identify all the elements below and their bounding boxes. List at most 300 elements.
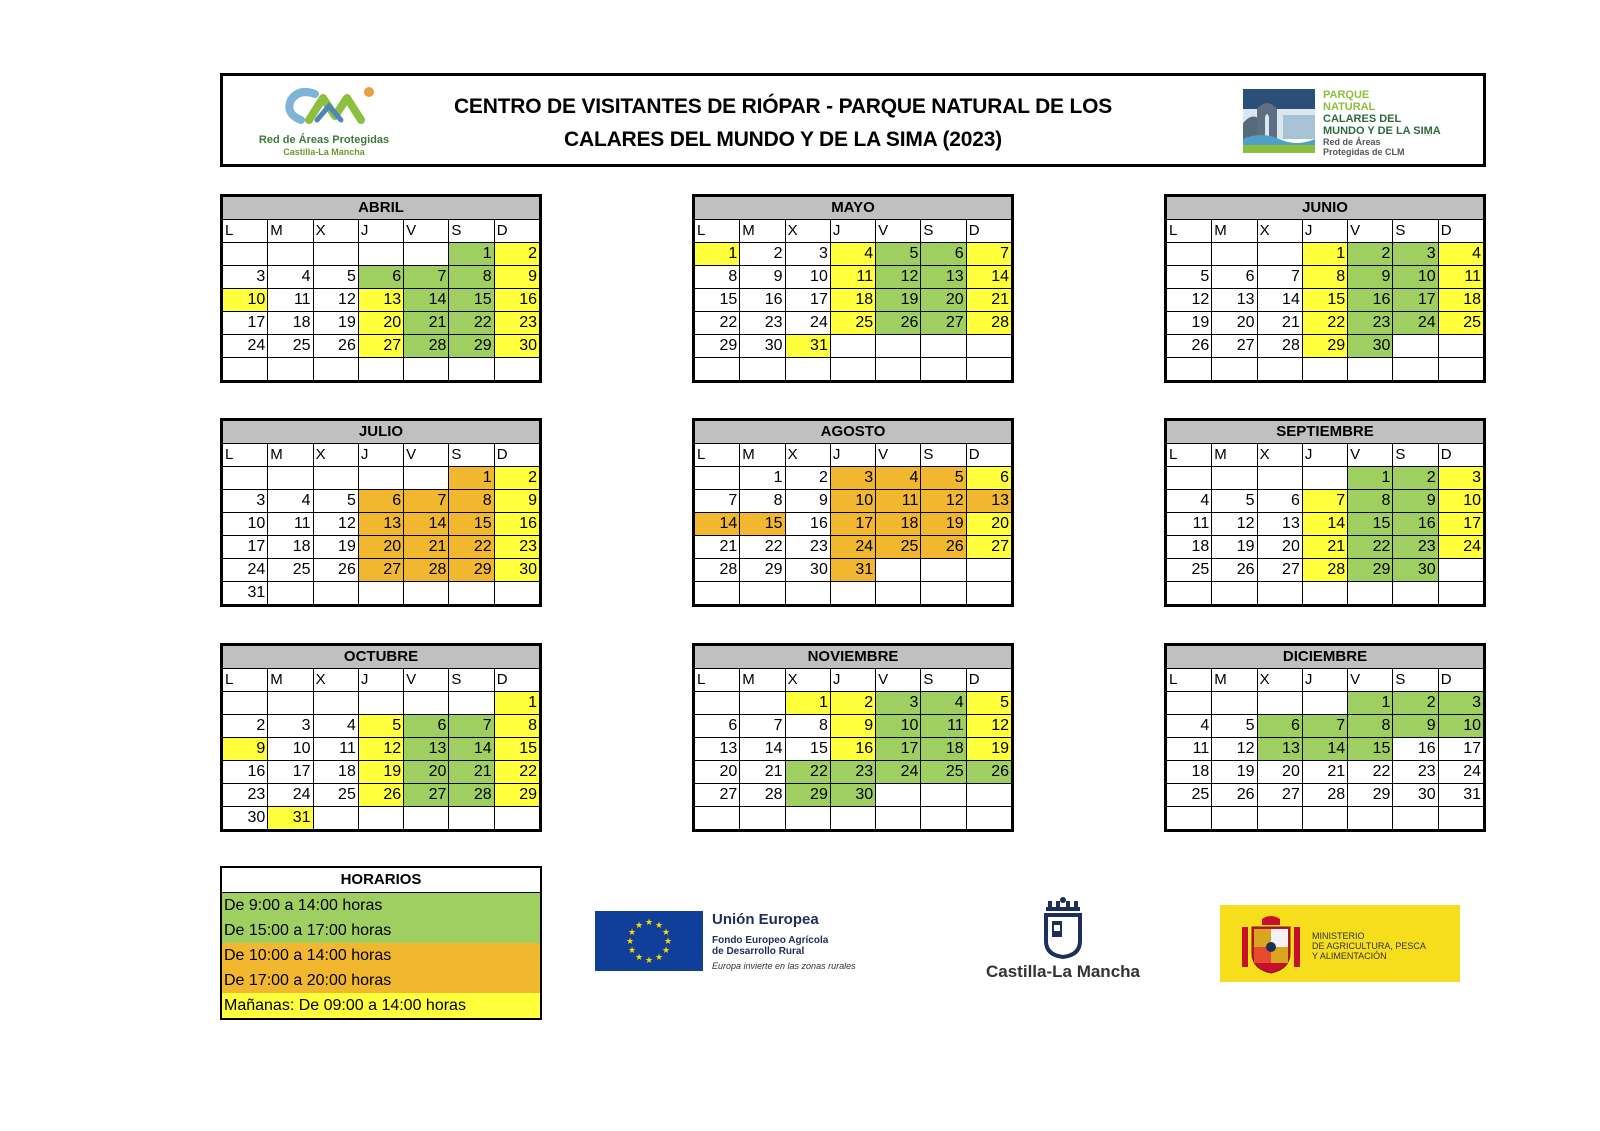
empty-cell	[1438, 335, 1483, 358]
day-cell: 9	[1393, 490, 1438, 513]
empty-cell	[358, 358, 403, 381]
day-cell: 25	[268, 335, 313, 358]
day-cell: 11	[830, 266, 875, 289]
day-cell: 25	[1438, 312, 1483, 335]
day-cell: 10	[1393, 266, 1438, 289]
day-cell: 7	[1257, 266, 1302, 289]
day-cell: 29	[1348, 784, 1393, 807]
weekday-header: S	[921, 669, 966, 692]
weekday-header: L	[223, 444, 268, 467]
day-cell: 17	[223, 312, 268, 335]
empty-cell	[1438, 358, 1483, 381]
day-cell: 14	[1302, 513, 1347, 536]
weekday-header: J	[1302, 444, 1347, 467]
day-cell: 20	[404, 761, 449, 784]
day-cell: 6	[1257, 490, 1302, 513]
day-cell: 5	[876, 243, 921, 266]
month-name: JULIO	[223, 421, 540, 444]
day-cell: 28	[740, 784, 785, 807]
day-cell: 17	[1438, 513, 1483, 536]
empty-cell	[1167, 807, 1212, 830]
empty-cell	[921, 358, 966, 381]
day-cell: 2	[494, 467, 539, 490]
empty-cell	[449, 358, 494, 381]
day-cell: 24	[1438, 536, 1483, 559]
day-cell: 13	[1212, 289, 1257, 312]
day-cell: 31	[785, 335, 830, 358]
day-cell: 16	[494, 289, 539, 312]
day-cell: 5	[1167, 266, 1212, 289]
empty-cell	[358, 243, 403, 266]
day-cell: 12	[1212, 513, 1257, 536]
empty-cell	[740, 692, 785, 715]
empty-cell	[695, 692, 740, 715]
eu-flag-icon	[595, 911, 703, 971]
day-cell: 2	[830, 692, 875, 715]
day-cell: 27	[921, 312, 966, 335]
day-cell: 18	[1438, 289, 1483, 312]
weekday-header: M	[268, 669, 313, 692]
day-cell: 6	[921, 243, 966, 266]
day-cell: 9	[830, 715, 875, 738]
day-cell: 14	[966, 266, 1011, 289]
day-cell: 29	[449, 335, 494, 358]
weekday-header: S	[1393, 220, 1438, 243]
month-agosto	[692, 418, 1014, 607]
day-cell: 3	[1438, 467, 1483, 490]
svg-text:★: ★	[654, 921, 664, 931]
day-cell: 2	[494, 243, 539, 266]
svg-text:★: ★	[663, 937, 673, 947]
day-cell: 24	[223, 559, 268, 582]
weekday-header: J	[830, 220, 875, 243]
weekday-header: D	[1438, 220, 1483, 243]
day-cell: 31	[1438, 784, 1483, 807]
empty-cell	[494, 358, 539, 381]
day-cell: 15	[695, 289, 740, 312]
month-junio	[1164, 194, 1486, 383]
empty-cell	[695, 582, 740, 605]
empty-cell	[921, 582, 966, 605]
day-cell: 16	[1348, 289, 1393, 312]
day-cell: 25	[921, 761, 966, 784]
weekday-header: X	[785, 444, 830, 467]
day-cell: 5	[313, 490, 358, 513]
svg-text:★: ★	[644, 956, 654, 966]
empty-cell	[404, 807, 449, 830]
day-cell: 7	[449, 715, 494, 738]
day-cell: 10	[876, 715, 921, 738]
empty-cell	[358, 692, 403, 715]
day-cell: 28	[1302, 784, 1347, 807]
day-cell: 2	[223, 715, 268, 738]
weekday-header: J	[830, 444, 875, 467]
svg-text:★: ★	[644, 918, 654, 928]
empty-cell	[876, 582, 921, 605]
page-title-line1: CENTRO DE VISITANTES DE RIÓPAR - PARQUE NATURAL DE LOS	[453, 95, 1113, 118]
day-cell: 8	[449, 266, 494, 289]
day-cell: 12	[921, 490, 966, 513]
day-cell: 13	[1257, 738, 1302, 761]
empty-cell	[1257, 243, 1302, 266]
weekday-header: X	[313, 220, 358, 243]
empty-cell	[1257, 692, 1302, 715]
day-cell: 15	[1348, 738, 1393, 761]
empty-cell	[695, 358, 740, 381]
day-cell: 1	[1348, 692, 1393, 715]
empty-cell	[313, 467, 358, 490]
day-cell: 23	[740, 312, 785, 335]
empty-cell	[876, 335, 921, 358]
empty-cell	[966, 582, 1011, 605]
day-cell: 16	[223, 761, 268, 784]
day-cell: 30	[830, 784, 875, 807]
day-cell: 27	[358, 335, 403, 358]
weekday-header: L	[695, 669, 740, 692]
weekday-header: D	[966, 444, 1011, 467]
day-cell: 10	[830, 490, 875, 513]
day-cell: 12	[876, 266, 921, 289]
weekday-header: D	[1438, 444, 1483, 467]
day-cell: 21	[966, 289, 1011, 312]
day-cell: 22	[449, 536, 494, 559]
day-cell: 27	[1212, 335, 1257, 358]
day-cell: 11	[268, 289, 313, 312]
day-cell: 11	[921, 715, 966, 738]
empty-cell	[404, 243, 449, 266]
weekday-header: J	[1302, 220, 1347, 243]
day-cell: 19	[358, 761, 403, 784]
day-cell: 21	[404, 312, 449, 335]
weekday-header: X	[313, 444, 358, 467]
day-cell: 28	[449, 784, 494, 807]
empty-cell	[740, 807, 785, 830]
parque-logo-text	[1323, 89, 1441, 157]
day-cell: 28	[404, 335, 449, 358]
day-cell: 24	[1393, 312, 1438, 335]
day-cell: 8	[1302, 266, 1347, 289]
parque-logo-line3: CALARES DEL	[1323, 113, 1402, 125]
day-cell: 29	[1302, 335, 1347, 358]
weekday-header: L	[223, 220, 268, 243]
day-cell: 26	[921, 536, 966, 559]
day-cell: 30	[1393, 784, 1438, 807]
day-cell: 28	[404, 559, 449, 582]
empty-cell	[1257, 582, 1302, 605]
day-cell: 5	[1212, 490, 1257, 513]
day-cell: 28	[966, 312, 1011, 335]
day-cell: 14	[1257, 289, 1302, 312]
day-cell: 3	[785, 243, 830, 266]
day-cell: 22	[785, 761, 830, 784]
day-cell: 10	[1438, 715, 1483, 738]
empty-cell	[268, 467, 313, 490]
day-cell: 17	[830, 513, 875, 536]
day-cell: 5	[1212, 715, 1257, 738]
svg-text:★: ★	[634, 953, 644, 963]
day-cell: 22	[740, 536, 785, 559]
day-cell: 5	[921, 467, 966, 490]
day-cell: 6	[404, 715, 449, 738]
month-name: DICIEMBRE	[1167, 646, 1484, 669]
empty-cell	[1302, 807, 1347, 830]
day-cell: 2	[1393, 467, 1438, 490]
day-cell: 27	[1257, 784, 1302, 807]
day-cell: 14	[404, 513, 449, 536]
legend-row: Mañanas: De 09:00 a 14:00 horas	[222, 993, 540, 1018]
weekday-header: X	[785, 220, 830, 243]
day-cell: 20	[921, 289, 966, 312]
day-cell: 17	[1438, 738, 1483, 761]
parque-logo-sub1: Red de Áreas	[1323, 137, 1381, 147]
castilla-la-mancha-logo	[968, 897, 1158, 985]
day-cell: 1	[449, 243, 494, 266]
day-cell: 27	[1257, 559, 1302, 582]
day-cell: 26	[876, 312, 921, 335]
ministerio-text	[1312, 931, 1426, 961]
day-cell: 15	[1302, 289, 1347, 312]
day-cell: 2	[785, 467, 830, 490]
day-cell: 13	[358, 289, 403, 312]
weekday-header: J	[358, 444, 403, 467]
day-cell: 7	[966, 243, 1011, 266]
day-cell: 19	[313, 312, 358, 335]
day-cell: 19	[1167, 312, 1212, 335]
eu-fund-line2: de Desarrollo Rural	[712, 946, 805, 957]
day-cell: 29	[449, 559, 494, 582]
cm-mountain-icon	[279, 84, 379, 130]
parque-logo-sub2: Protegidas de CLM	[1323, 147, 1405, 157]
empty-cell	[966, 807, 1011, 830]
day-cell: 9	[494, 490, 539, 513]
weekday-header: S	[1393, 444, 1438, 467]
horarios-legend	[220, 866, 542, 1020]
day-cell: 3	[1438, 692, 1483, 715]
svg-text:★: ★	[654, 953, 664, 963]
day-cell: 6	[358, 266, 403, 289]
day-cell: 24	[268, 784, 313, 807]
day-cell: 29	[494, 784, 539, 807]
weekday-header: D	[494, 220, 539, 243]
day-cell: 18	[313, 761, 358, 784]
day-cell: 15	[740, 513, 785, 536]
weekday-header: X	[1257, 220, 1302, 243]
day-cell: 16	[830, 738, 875, 761]
day-cell: 15	[449, 289, 494, 312]
day-cell: 24	[1438, 761, 1483, 784]
empty-cell	[966, 358, 1011, 381]
weekday-header: V	[1348, 220, 1393, 243]
day-cell: 7	[1302, 490, 1347, 513]
empty-cell	[1167, 467, 1212, 490]
empty-cell	[921, 784, 966, 807]
day-cell: 24	[785, 312, 830, 335]
red-areas-logo-line2: Castilla-La Mancha	[283, 147, 365, 157]
day-cell: 28	[1302, 559, 1347, 582]
day-cell: 27	[966, 536, 1011, 559]
day-cell: 21	[449, 761, 494, 784]
day-cell: 17	[876, 738, 921, 761]
empty-cell	[1257, 807, 1302, 830]
weekday-header: J	[1302, 669, 1347, 692]
legend-rows	[222, 893, 540, 1018]
day-cell: 22	[1302, 312, 1347, 335]
empty-cell	[223, 358, 268, 381]
day-cell: 4	[1438, 243, 1483, 266]
empty-cell	[785, 807, 830, 830]
parque-logo-line4: MUNDO Y DE LA SIMA	[1323, 125, 1441, 137]
page-title	[453, 90, 1113, 156]
weekday-header: L	[1167, 444, 1212, 467]
empty-cell	[494, 582, 539, 605]
weekday-header: L	[1167, 220, 1212, 243]
day-cell: 26	[1167, 335, 1212, 358]
empty-cell	[876, 358, 921, 381]
day-cell: 4	[921, 692, 966, 715]
svg-text:★: ★	[627, 928, 637, 938]
empty-cell	[1348, 807, 1393, 830]
month-julio	[220, 418, 542, 607]
spain-coat-of-arms-icon	[1240, 913, 1302, 975]
ministerio-line3: Y ALIMENTACIÓN	[1312, 951, 1387, 961]
empty-cell	[966, 559, 1011, 582]
empty-cell	[1167, 582, 1212, 605]
empty-cell	[695, 807, 740, 830]
day-cell: 2	[740, 243, 785, 266]
empty-cell	[313, 807, 358, 830]
day-cell: 3	[268, 715, 313, 738]
day-cell: 25	[1167, 784, 1212, 807]
header-box	[220, 73, 1486, 167]
empty-cell	[1302, 582, 1347, 605]
day-cell: 28	[1257, 335, 1302, 358]
weekday-header: X	[313, 669, 358, 692]
day-cell: 11	[1167, 738, 1212, 761]
day-cell: 29	[740, 559, 785, 582]
eu-fund-line1: Fondo Europeo Agrícola	[712, 935, 829, 946]
day-cell: 14	[449, 738, 494, 761]
empty-cell	[1438, 582, 1483, 605]
day-cell: 11	[876, 490, 921, 513]
day-cell: 20	[358, 312, 403, 335]
weekday-header: X	[785, 669, 830, 692]
day-cell: 17	[1393, 289, 1438, 312]
weekday-header: M	[740, 220, 785, 243]
empty-cell	[1257, 467, 1302, 490]
empty-cell	[1393, 582, 1438, 605]
empty-cell	[404, 358, 449, 381]
legend-title: HORARIOS	[222, 868, 540, 893]
empty-cell	[449, 582, 494, 605]
day-cell: 16	[740, 289, 785, 312]
day-cell: 13	[966, 490, 1011, 513]
weekday-header: V	[876, 220, 921, 243]
weekday-header: J	[358, 220, 403, 243]
empty-cell	[1167, 358, 1212, 381]
day-cell: 13	[358, 513, 403, 536]
svg-text:★: ★	[661, 928, 671, 938]
weekday-header: L	[695, 444, 740, 467]
day-cell: 14	[695, 513, 740, 536]
day-cell: 25	[313, 784, 358, 807]
empty-cell	[313, 692, 358, 715]
empty-cell	[1212, 243, 1257, 266]
day-cell: 18	[1167, 761, 1212, 784]
day-cell: 24	[876, 761, 921, 784]
day-cell: 29	[1348, 559, 1393, 582]
empty-cell	[830, 807, 875, 830]
empty-cell	[876, 784, 921, 807]
day-cell: 5	[358, 715, 403, 738]
month-name: NOVIEMBRE	[695, 646, 1012, 669]
day-cell: 3	[830, 467, 875, 490]
day-cell: 30	[1348, 335, 1393, 358]
empty-cell	[223, 467, 268, 490]
ministerio-line2: DE AGRICULTURA, PESCA	[1312, 941, 1426, 951]
day-cell: 4	[313, 715, 358, 738]
day-cell: 25	[1167, 559, 1212, 582]
empty-cell	[830, 358, 875, 381]
empty-cell	[830, 582, 875, 605]
eu-fund-text	[712, 935, 828, 957]
day-cell: 22	[695, 312, 740, 335]
clm-emblem-icon	[1040, 897, 1086, 959]
day-cell: 19	[313, 536, 358, 559]
empty-cell	[966, 784, 1011, 807]
day-cell: 30	[223, 807, 268, 830]
day-cell: 31	[830, 559, 875, 582]
day-cell: 12	[358, 738, 403, 761]
day-cell: 7	[404, 490, 449, 513]
empty-cell	[1167, 243, 1212, 266]
day-cell: 12	[1167, 289, 1212, 312]
day-cell: 4	[876, 467, 921, 490]
day-cell: 9	[223, 738, 268, 761]
day-cell: 5	[313, 266, 358, 289]
day-cell: 27	[404, 784, 449, 807]
day-cell: 29	[695, 335, 740, 358]
day-cell: 20	[358, 536, 403, 559]
parque-logo-line1: PARQUE	[1323, 89, 1370, 101]
empty-cell	[740, 582, 785, 605]
empty-cell	[268, 243, 313, 266]
day-cell: 23	[223, 784, 268, 807]
day-cell: 25	[830, 312, 875, 335]
day-cell: 8	[449, 490, 494, 513]
day-cell: 1	[740, 467, 785, 490]
weekday-header: L	[223, 669, 268, 692]
day-cell: 12	[966, 715, 1011, 738]
empty-cell	[1212, 807, 1257, 830]
empty-cell	[1302, 358, 1347, 381]
svg-text:★: ★	[634, 921, 644, 931]
day-cell: 30	[494, 335, 539, 358]
day-cell: 10	[268, 738, 313, 761]
empty-cell	[1438, 807, 1483, 830]
empty-cell	[223, 243, 268, 266]
day-cell: 6	[1212, 266, 1257, 289]
weekday-header: M	[1212, 444, 1257, 467]
day-cell: 4	[268, 266, 313, 289]
weekday-header: D	[494, 669, 539, 692]
empty-cell	[695, 467, 740, 490]
day-cell: 20	[966, 513, 1011, 536]
eu-slogan: Europa invierte en las zonas rurales	[712, 961, 856, 971]
day-cell: 2	[1348, 243, 1393, 266]
day-cell: 9	[494, 266, 539, 289]
day-cell: 13	[404, 738, 449, 761]
weekday-header: S	[449, 444, 494, 467]
